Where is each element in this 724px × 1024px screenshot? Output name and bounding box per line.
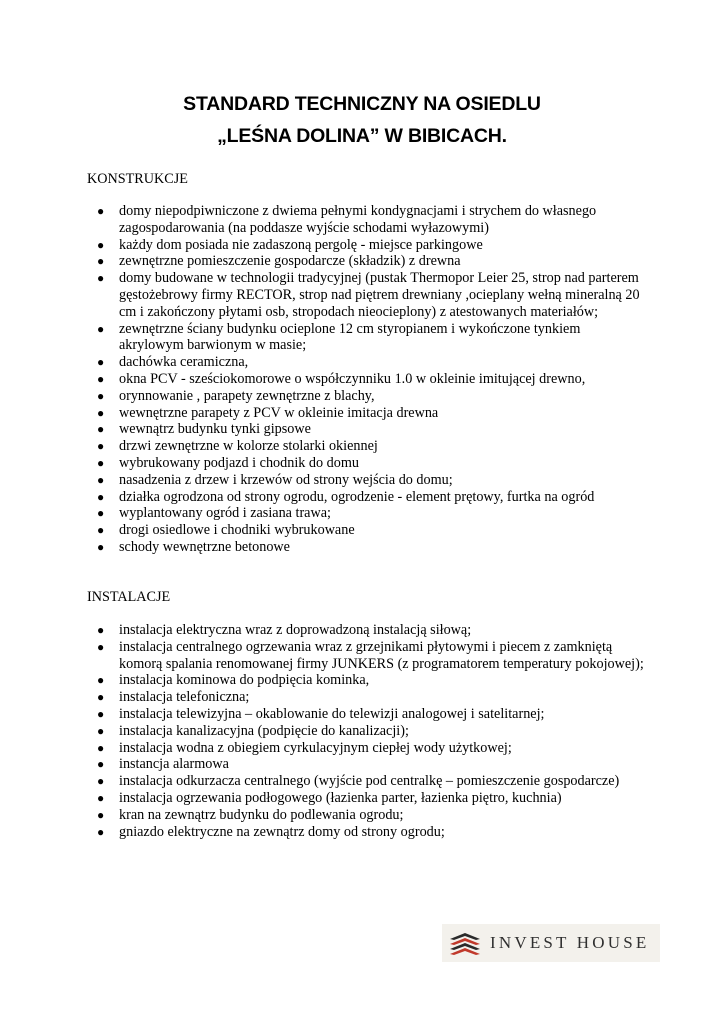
list-item-text: drogi osiedlowe i chodniki wybrukowane	[119, 522, 355, 539]
list-item-text: instalacja ogrzewania podłogowego (łazienka parter, łazienka piętro, kuchnia)	[119, 789, 562, 806]
bullet-icon: ●	[97, 271, 105, 286]
list-item	[87, 807, 647, 824]
list-item-text: orynnowanie , parapety zewnętrzne z blachy,	[119, 387, 375, 404]
list-item	[87, 723, 647, 740]
list-item-text: zewnętrzne pomieszczenie gospodarcze (składzik) z drewna	[119, 253, 461, 270]
bullet-icon: ●	[97, 204, 105, 218]
list-item-text: każdy dom posiada nie zadaszoną pergolę - miejsce parkingowe	[119, 236, 483, 253]
list-item-text: kran na zewnątrz budynku do podlewania ogrodu;	[119, 806, 404, 823]
list-item-text: instalacja kanalizacyjna (podpięcie do kanalizacji);	[119, 722, 409, 739]
list-item	[87, 740, 647, 757]
bullet-icon: ●	[97, 371, 105, 386]
list-item-text: domy budowane w technologii tradycyjnej (pustak Thermopor Leier 25, strop nad parterem gęstożebrowy firmy RECTOR, strop nad piętrem drewniany ,ocieplany wełną mineralną 20 cm i zakończony płytami osb, stropodach nieocieplony) z atestowanych materiałów;	[119, 270, 640, 320]
list-item-text: instalacja odkurzacza centralnego (wyjście pod centralkę – pomieszczenie gospodarcze)	[119, 773, 620, 790]
bullet-icon: ●	[97, 439, 105, 454]
bullet-icon: ●	[97, 455, 105, 470]
list-item	[87, 622, 647, 639]
bullet-icon: ●	[97, 706, 105, 721]
list-item	[87, 253, 647, 270]
list-item-text: instalacja centralnego ogrzewania wraz z grzejnikami płytowymi i piecem z zamkniętą komorą spalania renomowanej firmy JUNKERS (z programatorem temperatury pokojowej);	[119, 638, 644, 672]
bullet-icon: ●	[97, 405, 105, 420]
list-item	[87, 421, 647, 438]
document-title	[0, 88, 724, 152]
stacked-roof-icon	[448, 931, 482, 955]
list-item	[87, 689, 647, 706]
bullet-icon: ●	[97, 723, 105, 738]
list-item	[87, 371, 647, 388]
list-item	[87, 489, 647, 506]
title-line-2: „LEŚNA DOLINA” W BIBICACH.	[217, 125, 507, 147]
list-item-text: instalacja kominowa do podpięcia kominka,	[119, 672, 370, 689]
section-heading-konstrukcje: KONSTRUKCJE	[87, 171, 188, 187]
bullet-icon: ●	[97, 790, 105, 805]
list-item-text: instalacja elektryczna wraz z doprowadzoną instalacją siłową;	[119, 622, 472, 638]
list-item	[87, 354, 647, 371]
list-item-text: działka ogrodzona od strony ogrodu, ogrodzenie - element prętowy, furtka na ogród	[119, 488, 595, 505]
list-item-text: okna PCV - sześciokomorowe o współczynniku 1.0 w okleinie imitującej drewno,	[119, 370, 586, 387]
list-item	[87, 270, 647, 320]
bullet-icon: ●	[97, 673, 105, 688]
bullet-icon: ●	[97, 422, 105, 437]
list-item	[87, 706, 647, 723]
bullet-icon: ●	[97, 774, 105, 789]
bullet-icon: ●	[97, 321, 105, 336]
list-item	[87, 438, 647, 455]
list-item-text: wewnątrz budynku tynki gipsowe	[119, 421, 311, 438]
bullet-icon: ●	[97, 237, 105, 252]
list-item	[87, 773, 647, 790]
list-item	[87, 237, 647, 254]
bullet-icon: ●	[97, 824, 105, 839]
list-item-text: zewnętrzne ściany budynku ocieplone 12 cm styropianem i wykończone tynkiem akrylowym barwionym w masie;	[119, 320, 581, 354]
konstrukcje-list	[87, 203, 647, 556]
list-item-text: wewnętrzne parapety z PCV w okleinie imitacja drewna	[119, 404, 439, 421]
list-item-text: instancja alarmowa	[119, 756, 229, 773]
list-item-text: dachówka ceramiczna,	[119, 354, 249, 371]
list-item-text: instalacja telewizyjna – okablowanie do telewizji analogowej i satelitarnej;	[119, 705, 545, 722]
list-item-text: drzwi zewnętrzne w kolorze stolarki okiennej	[119, 438, 378, 455]
title-line-1: STANDARD TECHNICZNY NA OSIEDLU	[183, 93, 541, 115]
list-item	[87, 639, 647, 673]
section-heading-instalacje: INSTALACJE	[87, 589, 171, 605]
list-item	[87, 472, 647, 489]
instalacje-list	[87, 622, 647, 840]
bullet-icon: ●	[97, 523, 105, 538]
list-item-text: wybrukowany podjazd i chodnik do domu	[119, 454, 359, 471]
list-item	[87, 505, 647, 522]
bullet-icon: ●	[97, 254, 105, 269]
list-item-text: wyplantowany ogród i zasiana trawa;	[119, 505, 331, 522]
list-item-text: schody wewnętrzne betonowe	[119, 538, 290, 555]
bullet-icon: ●	[97, 388, 105, 403]
list-item	[87, 522, 647, 539]
bullet-icon: ●	[97, 472, 105, 487]
list-item-text: instalacja telefoniczna;	[119, 689, 250, 706]
bullet-icon: ●	[97, 506, 105, 521]
bullet-icon: ●	[97, 740, 105, 755]
list-item	[87, 405, 647, 422]
list-item-text: domy niepodpiwniczone z dwiema pełnymi kondygnacjami i strychem do własnego zagospodarowania (na poddasze wyjście schodami wyłazowymi)	[119, 203, 597, 236]
bullet-icon: ●	[97, 757, 105, 772]
bullet-icon: ●	[97, 639, 105, 654]
bullet-icon: ●	[97, 489, 105, 504]
bullet-icon: ●	[97, 355, 105, 370]
list-item	[87, 203, 647, 237]
bullet-icon: ●	[97, 690, 105, 705]
list-item	[87, 756, 647, 773]
list-item	[87, 790, 647, 807]
logo-text: INVEST HOUSE	[490, 933, 650, 952]
list-item-text: nasadzenia z drzew i krzewów od strony wejścia do domu;	[119, 471, 453, 488]
list-item	[87, 539, 647, 556]
list-item	[87, 824, 647, 841]
invest-house-logo	[442, 924, 660, 962]
list-item	[87, 672, 647, 689]
list-item-text: instalacja wodna z obiegiem cyrkulacyjnym ciepłej wody użytkowej;	[119, 739, 512, 756]
list-item	[87, 388, 647, 405]
bullet-icon: ●	[97, 807, 105, 822]
bullet-icon: ●	[97, 539, 105, 554]
list-item	[87, 455, 647, 472]
list-item	[87, 321, 647, 355]
bullet-icon: ●	[97, 623, 105, 637]
list-item-text: gniazdo elektryczne na zewnątrz domy od strony ogrodu;	[119, 823, 445, 840]
